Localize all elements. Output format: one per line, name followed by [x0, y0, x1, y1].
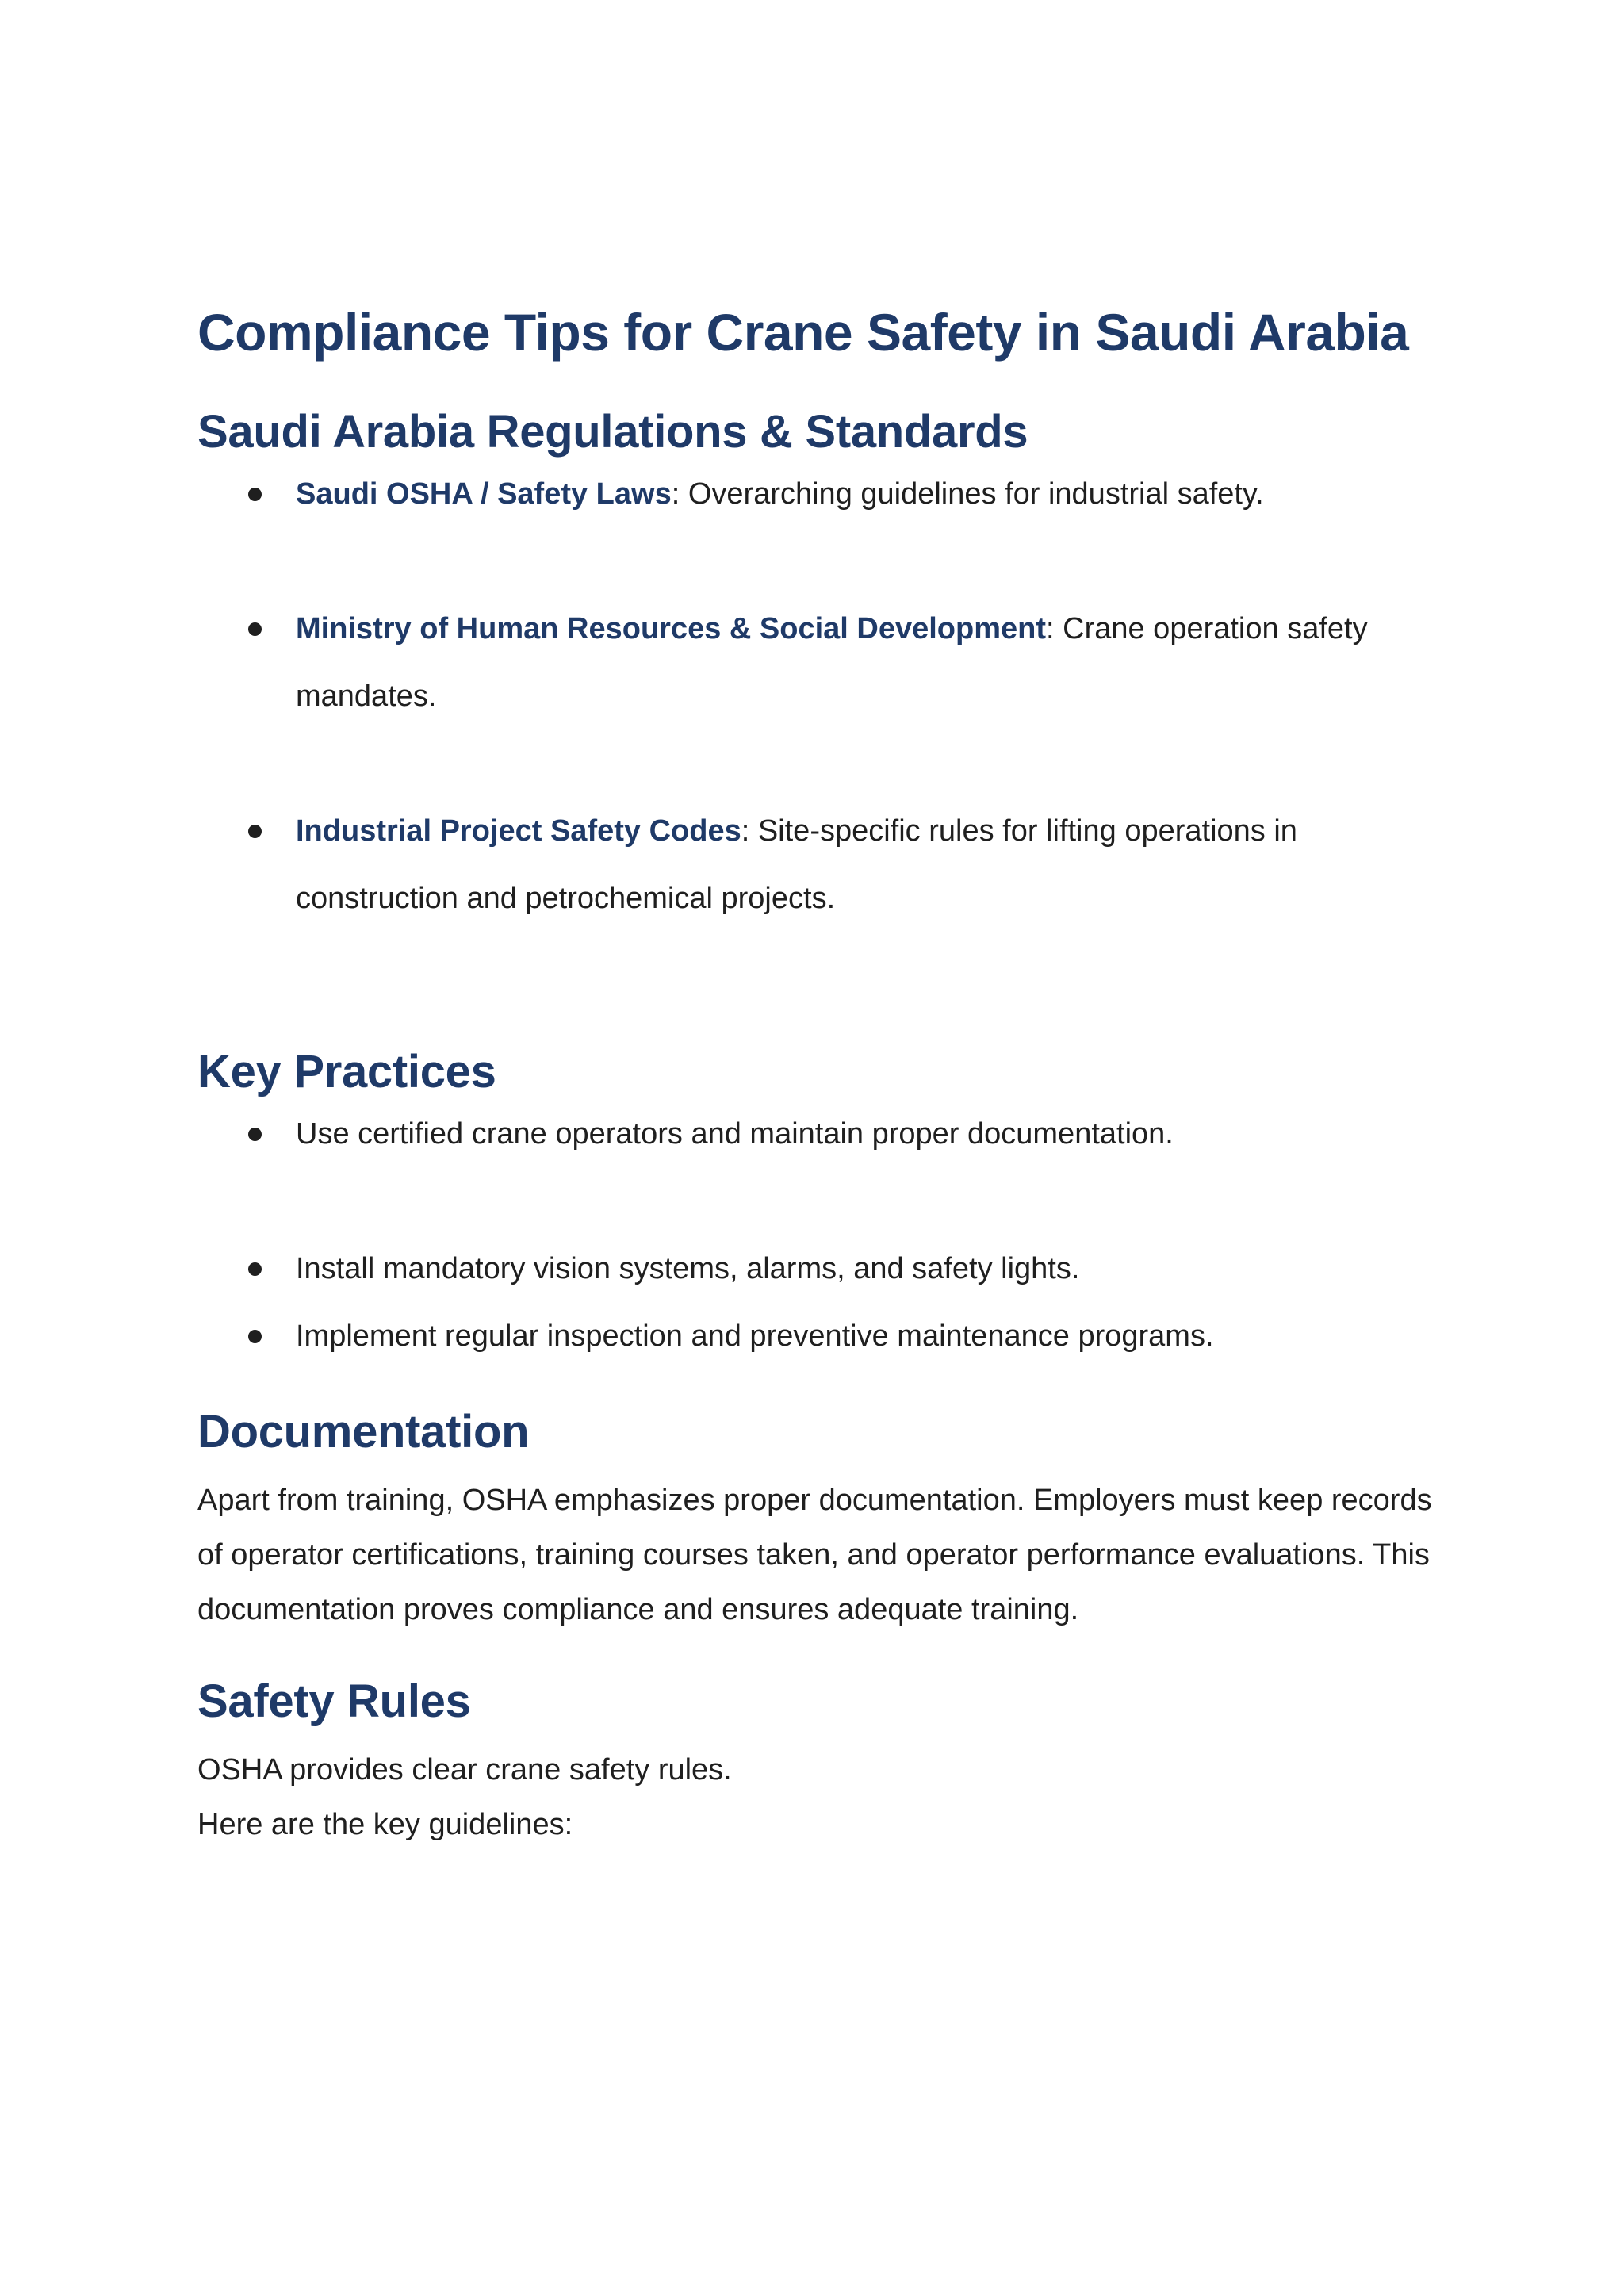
bullet-icon [248, 622, 262, 636]
regulations-list [197, 461, 1434, 933]
section-heading-regulations: Saudi Arabia Regulations & Standards [197, 406, 1028, 458]
bullet-icon [248, 825, 262, 838]
safety-rules-line: OSHA provides clear crane safety rules. [197, 1753, 732, 1787]
practice-text: Use certified crane operators and maintain proper documentation. [296, 1117, 1174, 1151]
bullet-icon [248, 488, 262, 501]
list-item [197, 596, 1434, 730]
regulation-description: : Overarching guidelines for industrial safety. [671, 477, 1264, 511]
section-heading-documentation: Documentation [197, 1406, 530, 1457]
regulation-term: Industrial Project Safety Codes [296, 814, 741, 848]
safety-rules-text [197, 1743, 1434, 1852]
bullet-icon [248, 1262, 262, 1276]
section-heading-key-practices: Key Practices [197, 1046, 496, 1097]
regulation-term: Ministry of Human Resources & Social Development [296, 612, 1047, 645]
list-item [197, 461, 1434, 528]
regulation-description: : Site-specific rules for lifting operations in construction and petrochemical projects. [296, 814, 1297, 915]
practice-text: Install mandatory vision systems, alarms, and safety lights. [296, 1252, 1080, 1285]
safety-rules-line: Here are the key guidelines: [197, 1808, 573, 1841]
document-content [197, 296, 1434, 1852]
list-item [197, 1235, 1434, 1303]
documentation-paragraph: Apart from training, OSHA emphasizes proper documentation. Employers must keep records of operator certifications, training courses taken, and operator performance evaluations. This documentation proves compliance and ensures adequate training. [197, 1484, 1432, 1626]
list-item [197, 798, 1434, 933]
key-practices-list [197, 1101, 1434, 1370]
section-heading-safety-rules: Safety Rules [197, 1676, 471, 1727]
bullet-icon [248, 1330, 262, 1343]
practice-text: Implement regular inspection and preventive maintenance programs. [296, 1319, 1214, 1353]
list-item [197, 1101, 1434, 1168]
bullet-icon [248, 1128, 262, 1141]
regulation-term: Saudi OSHA / Safety Laws [296, 477, 672, 511]
page-title: Compliance Tips for Crane Safety in Saudi Arabia [197, 303, 1409, 362]
list-item [197, 1303, 1434, 1370]
regulation-description: : Crane operation safety mandates. [296, 612, 1368, 713]
